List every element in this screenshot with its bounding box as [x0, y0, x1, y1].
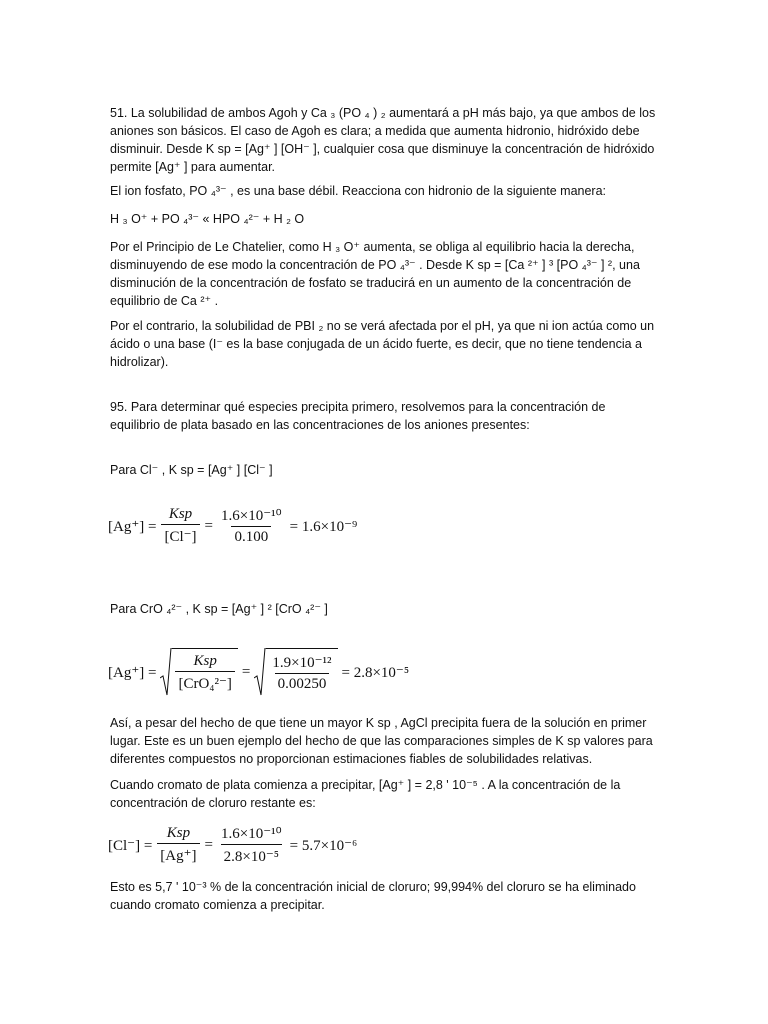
reaction-equation: H ₃ O⁺ + PO ₄³⁻ « HPO ₄²⁻ + H ₂ O	[110, 212, 305, 226]
eq3-num: Ksp	[166, 825, 191, 841]
eq1-den: [Cl⁻]	[161, 524, 199, 546]
eq1-den2: 0.100	[231, 526, 271, 546]
eq2-result: = 2.8×10⁻⁵	[341, 664, 410, 681]
problem51-para3: Por el Principio de Le Chatelier, como H ₃ O⁺ aumenta, se obliga al equilibrio hacia la derecha, disminuyendo de ese modo la concentración de PO ₄³⁻ . Desde K sp = [Ca ²⁺ ] ³ [PO ₄³⁻ ] ², una disminución de la concentración de fosfato se traducirá en un aumento de la concentración de equilibrio de Ca ²⁺ .	[110, 240, 640, 308]
para-asi: Así, a pesar del hecho de que tiene un mayor K sp , AgCl precipita fuera de la solución en primer lugar. Este es un buen ejemplo del hecho de que las comparaciones simples de K sp valores para diferentes compuestos no proporcionan estimaciones fiables de solubilidades relativas.	[110, 716, 653, 766]
equation-ag-from-cro4	[108, 648, 409, 696]
eq3-num2: 1.6×10⁻¹⁰	[221, 826, 282, 842]
eq3-lhs: [Cl⁻] =	[108, 837, 153, 854]
radical-sign-icon	[160, 648, 172, 696]
radical-sign-icon	[254, 648, 266, 696]
equals-sign: =	[204, 836, 214, 853]
problem51-para1: 51. La solubilidad de ambos Agoh y Ca ₃ (PO ₄ ) ₂ aumentará a pH más bajo, ya que ambos de los aniones son básicos. El caso de Agoh es clara; a medida que aumenta hidronio, hidróxido debe disminuir. Desde K sp = [Ag⁺ ] [OH⁻ ], cualquier cosa que disminuye la concentración de hidróxido permite [Ag⁺ ] para aumentar.	[110, 106, 656, 174]
eq3-den2: 2.8×10⁻⁵	[221, 844, 282, 866]
problem51-para4: Por el contrario, la solubilidad de PBI ₂ no se verá afectada por el pH, ya que ni ion actúa como un ácido o una base (I⁻ es la base conjugada de un ácido fuerte, es decir, que no tiene tendencia a hidrolizar).	[110, 319, 655, 369]
eq2-lhs: [Ag⁺] =	[108, 664, 157, 681]
eq1-lhs: [Ag⁺] =	[108, 518, 157, 535]
eq2-num2: 1.9×10⁻¹²	[272, 655, 332, 671]
eq1-num: Ksp	[168, 506, 193, 522]
eq2-num: Ksp	[193, 653, 217, 669]
equation-cl-remaining	[108, 824, 357, 866]
eq3-den: [Ag⁺]	[157, 843, 199, 865]
sqrt-numeric	[254, 648, 337, 696]
equals-sign: =	[241, 663, 251, 680]
para-cuando: Cuando cromato de plata comienza a precipitar, [Ag⁺ ] = 2,8 ' 10⁻⁵ . A la concentración de la concentración de cloruro restante es:	[110, 778, 621, 810]
eq1-result: = 1.6×10⁻⁹	[289, 518, 358, 535]
eq2-den2: 0.00250	[275, 673, 330, 693]
problem95-intro: 95. Para determinar qué especies precipita primero, resolvemos para la concentración de equilibrio de plata basado en las concentraciones de los aniones presentes:	[110, 400, 606, 432]
equation-ag-from-cl	[108, 506, 357, 546]
eq1-num2: 1.6×10⁻¹⁰	[221, 508, 282, 524]
eq1-fraction-symbolic	[161, 506, 199, 546]
sqrt-symbolic	[160, 648, 237, 696]
para-final: Esto es 5,7 ' 10⁻³ % de la concentración inicial de cloruro; 99,994% del cloruro se ha eliminado cuando cromato comienza a precipitar.	[110, 880, 636, 912]
eq2-den: [CrO₄²⁻]	[175, 671, 234, 693]
equals-sign: =	[204, 517, 214, 534]
eq1-fraction-numeric	[218, 506, 285, 546]
eq3-result: = 5.7×10⁻⁶	[289, 837, 358, 854]
eq3-fraction-symbolic	[157, 825, 199, 865]
eq3-fraction-numeric	[218, 824, 285, 866]
problem51-para2: El ion fosfato, PO ₄³⁻ , es una base débil. Reacciona con hidronio de la siguiente manera:	[110, 184, 607, 198]
para-cro4: Para CrO ₄²⁻ , K sp = [Ag⁺ ] ² [CrO ₄²⁻ ]	[110, 602, 328, 616]
para-cl: Para Cl⁻ , K sp = [Ag⁺ ] [Cl⁻ ]	[110, 463, 273, 477]
